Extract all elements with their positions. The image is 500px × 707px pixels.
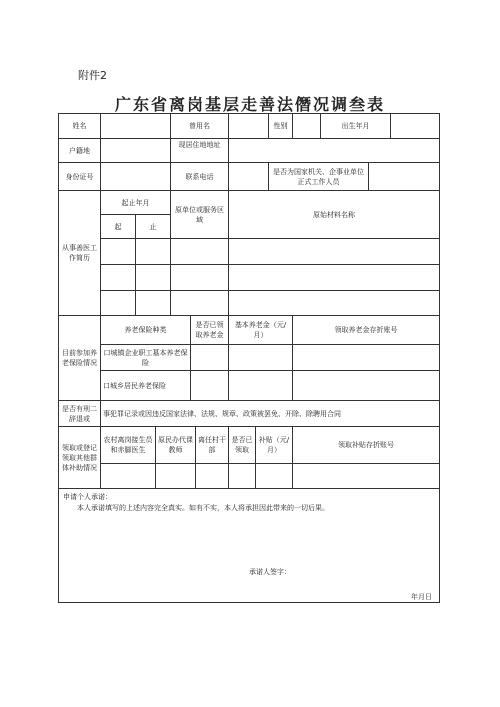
pension-receiving-label: 是否已领取养老金: [191, 316, 229, 345]
declaration-section: [59, 489, 439, 604]
subsidy-label: 领取或登记领取其他群体补助情况: [59, 427, 101, 489]
pension-type-label: 养老保险种类: [101, 316, 191, 345]
phone-label: 联系电话: [171, 163, 229, 191]
subsidy-amount-field[interactable]: [256, 464, 293, 489]
declaration-heading: 申请个人承诺：: [63, 493, 112, 501]
rural-receiving-field[interactable]: [191, 371, 229, 401]
unit-label: 原单位或服务区域: [171, 191, 229, 239]
work-row-2-material[interactable]: [229, 265, 439, 291]
work-row-1-start[interactable]: [101, 239, 136, 265]
id-label: 身份证号: [59, 163, 101, 191]
urban-pension-option[interactable]: 口城镇企业职工墓本养老保险: [101, 345, 191, 371]
rural-account-field[interactable]: [293, 371, 439, 401]
pension-account-label: 领取养老金存折账号: [293, 316, 439, 345]
rural-amount-field[interactable]: [229, 371, 293, 401]
material-label: 原始材料名称: [229, 191, 439, 239]
urban-receiving-field[interactable]: [191, 345, 229, 371]
subsidy-col-cadre: 离任村干部: [196, 427, 229, 464]
former-name-field[interactable]: [229, 114, 269, 139]
subsidy-cadre-field[interactable]: [196, 464, 229, 489]
work-row-3-start[interactable]: [101, 291, 136, 316]
start-label: 起: [101, 215, 136, 239]
work-row-1-material[interactable]: [229, 239, 439, 265]
staff-label: 是否为国家机关、企事业单位正式工作人员: [269, 163, 369, 191]
work-row-3-material[interactable]: [229, 291, 439, 316]
subsidy-col-teacher: 原民办代课教师: [156, 427, 196, 464]
staff-field[interactable]: [369, 163, 439, 191]
period-label: 起止年月: [101, 191, 171, 215]
work-row-3-unit[interactable]: [171, 291, 229, 316]
pension-amount-label: 基本养老金（元/月）: [229, 316, 293, 345]
work-row-1-end[interactable]: [136, 239, 171, 265]
former-name-label: 曾用名: [171, 114, 229, 139]
name-label: 姓名: [59, 114, 101, 139]
subsidy-col-amount: 补贴（元/月）: [256, 427, 293, 464]
rural-pension-option[interactable]: 口城乡居民养老保险: [101, 371, 191, 401]
work-row-3-end[interactable]: [136, 291, 171, 316]
birth-label: 出生年月: [321, 114, 391, 139]
urban-amount-field[interactable]: [229, 345, 293, 371]
subsidy-doctor-field[interactable]: [101, 464, 156, 489]
work-history-label: 从事善医工作简历: [59, 191, 101, 316]
urban-account-field[interactable]: [293, 345, 439, 371]
gender-field[interactable]: [293, 114, 321, 139]
subsidy-teacher-field[interactable]: [156, 464, 196, 489]
work-row-2-start[interactable]: [101, 265, 136, 291]
address-label: 现居住地地址: [171, 139, 229, 163]
crime-label: 是否有刑二辞退或: [59, 401, 101, 427]
pension-label: 目前参加养老保险情况: [59, 316, 101, 401]
gender-label: 性别: [269, 114, 293, 139]
name-field[interactable]: [101, 114, 171, 139]
signature-label[interactable]: 承诺人签字：: [249, 568, 291, 576]
subsidy-col-received: 是否已领取: [229, 427, 256, 464]
attachment-label: 附件2: [78, 69, 107, 82]
household-field[interactable]: [101, 139, 171, 163]
end-label: 止: [136, 215, 171, 239]
id-field[interactable]: [101, 163, 171, 191]
subsidy-col-account: 领取补贴存折账号: [293, 427, 439, 464]
declaration-body: 本人承诺填写的上述内容完全真实。如有不实，本人将承担因此带来的一切后果。: [77, 504, 329, 512]
phone-field[interactable]: [229, 163, 269, 191]
crime-text: 事犯罪记录或因违反国家法律、法规、规章、政策被罢免、开除、除聘用合同: [101, 401, 439, 427]
work-row-2-end[interactable]: [136, 265, 171, 291]
subsidy-col-doctor: 农村离岗接生员和赤脚医生: [101, 427, 156, 464]
survey-form-table: [58, 113, 440, 603]
birth-field[interactable]: [391, 114, 439, 139]
address-field[interactable]: [229, 139, 439, 163]
work-row-2-unit[interactable]: [171, 265, 229, 291]
form-title: 广东省离岗基层走善法僭况调叁表: [114, 95, 385, 114]
subsidy-received-field[interactable]: [229, 464, 256, 489]
date-label: 年月日: [411, 593, 432, 601]
subsidy-account-field[interactable]: [293, 464, 439, 489]
work-row-1-unit[interactable]: [171, 239, 229, 265]
household-label: 户籍地: [59, 139, 101, 163]
